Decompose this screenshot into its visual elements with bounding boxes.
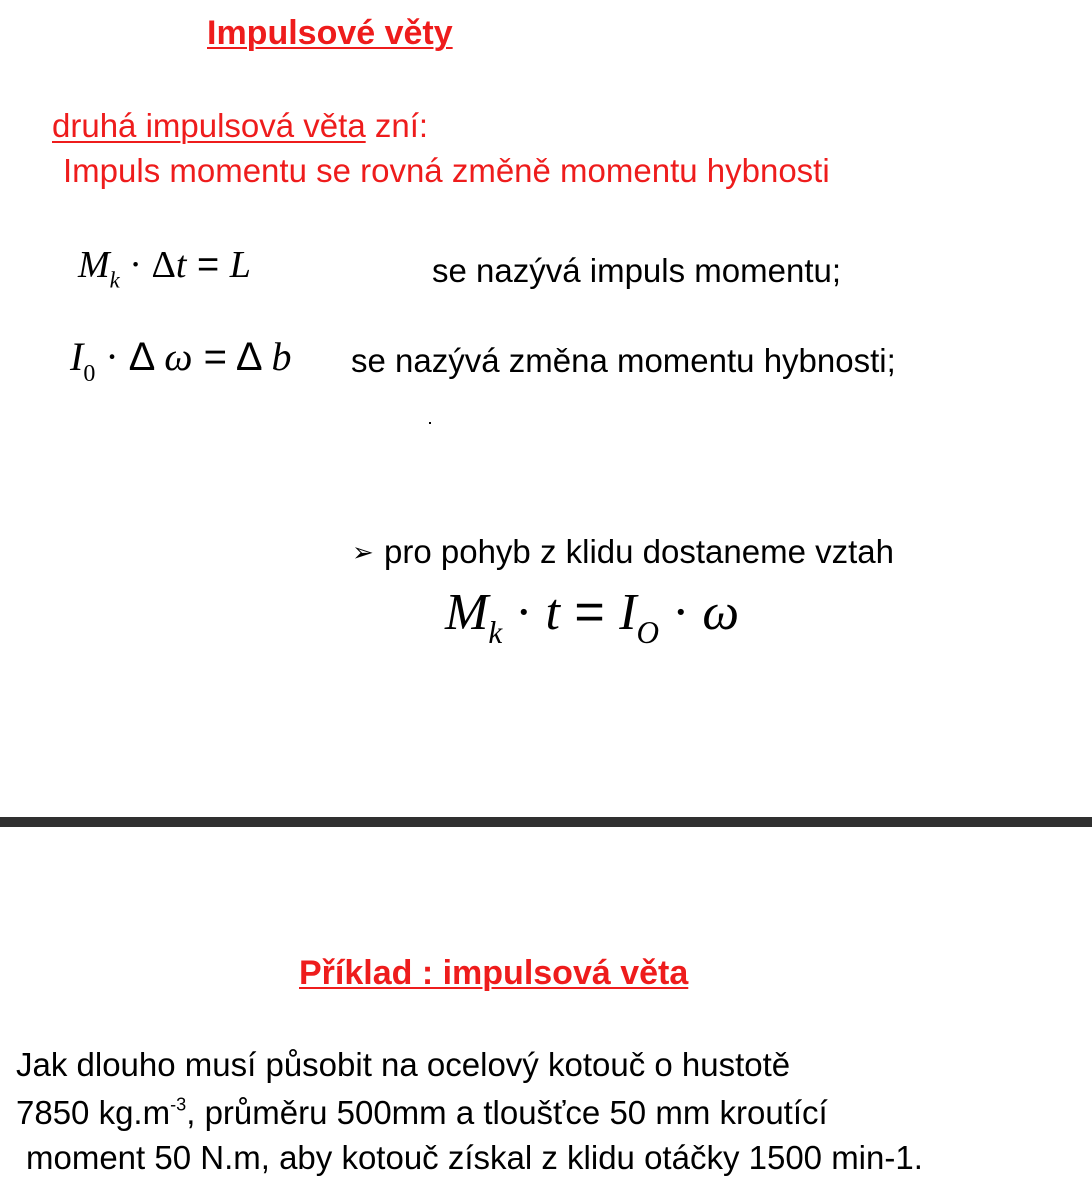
formula2-symbol-b: b xyxy=(271,334,292,379)
theorem-intro-rest: zní: xyxy=(365,107,429,144)
formula1-dot: · xyxy=(119,244,152,286)
momentum-change-formula xyxy=(70,333,292,388)
stray-dot xyxy=(429,422,431,424)
formula3-symbol-i: I xyxy=(619,584,637,641)
formula1-symbol-t: t xyxy=(175,244,187,286)
formula3-subscript-o: O xyxy=(636,615,660,651)
momentum-change-description: se nazývá změna momentu hybnosti; xyxy=(351,342,896,379)
bullet-text: pro pohyb z klidu dostaneme vztah xyxy=(384,533,894,570)
arrow-bullet-icon: ➢ xyxy=(352,538,374,568)
formula2-equals: = xyxy=(192,335,236,379)
formula3-omega: ω xyxy=(702,584,740,641)
formula1-delta: Δ xyxy=(151,244,176,286)
formula3-equals: = xyxy=(559,583,620,641)
formula2-delta: Δ xyxy=(128,335,165,379)
formula2-dot: · xyxy=(95,334,129,379)
example-title: Příklad : impulsová věta xyxy=(299,954,689,992)
density-value: 7850 kg.m xyxy=(16,1094,171,1131)
example-line-1: Jak dlouho musí působit na ocelový kotouč o hustotě xyxy=(16,1046,791,1083)
formula3-symbol-m: M xyxy=(445,584,489,641)
formula1-equals: = xyxy=(186,244,230,286)
slide-title: Impulsové věty xyxy=(207,14,453,52)
impulse-moment-formula xyxy=(78,243,251,293)
formula1-subscript: k xyxy=(109,267,120,293)
impulse-moment-description: se nazývá impuls momentu; xyxy=(432,252,842,289)
formula3-symbol-t: t xyxy=(545,584,560,641)
slide-divider xyxy=(0,817,1092,827)
example-line-2 xyxy=(16,1094,828,1132)
formula3-subscript-k: k xyxy=(488,615,503,651)
density-exponent: -3 xyxy=(170,1094,187,1115)
formula3-dot: · xyxy=(502,584,546,641)
formula2-symbol-i: I xyxy=(70,334,84,379)
example-line-2-rest: , průměru 500mm a tloušťce 50 mm kroutící xyxy=(186,1094,828,1131)
formula2-subscript: 0 xyxy=(83,360,96,387)
theorem-name: druhá impulsová věta xyxy=(52,107,366,144)
formula1-symbol-l: L xyxy=(229,244,251,286)
formula3-dot-2: · xyxy=(659,584,703,641)
bullet-item xyxy=(352,533,894,571)
example-line-3: moment 50 N.m, aby kotouč získal z klidu otáčky 1500 min-1. xyxy=(26,1139,923,1176)
formula2-omega: ω xyxy=(164,334,193,379)
theorem-statement: Impuls momentu se rovná změně momentu hybnosti xyxy=(63,152,830,189)
formula2-rhs-delta: Δ xyxy=(235,335,272,379)
formula1-symbol-m: M xyxy=(78,244,110,286)
rest-motion-formula xyxy=(445,582,739,651)
theorem-intro xyxy=(52,107,428,145)
